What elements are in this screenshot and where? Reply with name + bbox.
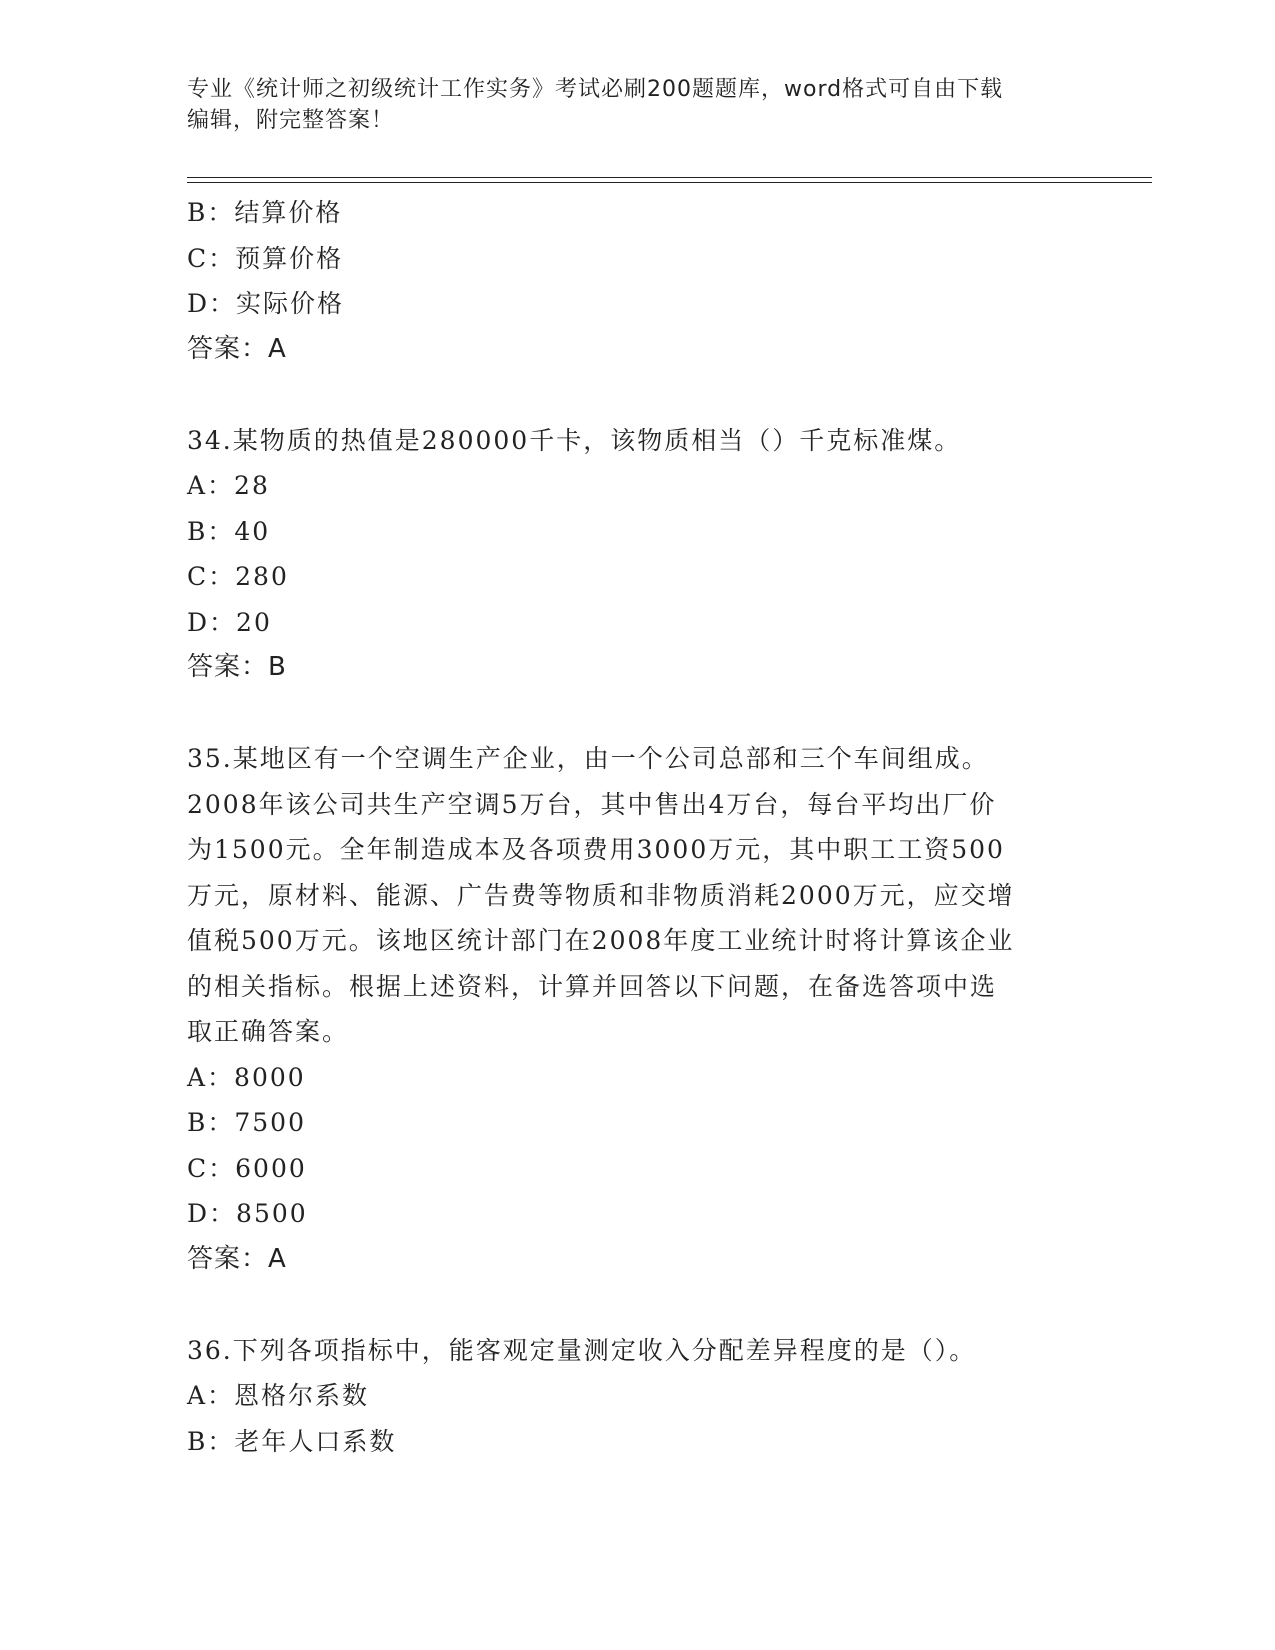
question-36 — [187, 1328, 1087, 1465]
question-text-line: 为1500元。全年制造成本及各项费用3000万元，其中职工工资500 — [187, 835, 1005, 864]
question-text-line: 取正确答案。 — [187, 1017, 350, 1046]
question-list — [187, 190, 1087, 1464]
option-a: A：8000 — [187, 1062, 306, 1092]
spacer — [187, 1282, 1087, 1328]
option-d: D：20 — [187, 607, 272, 637]
question-text: 34.某物质的热值是280000千卡，该物质相当（）千克标准煤。 — [187, 425, 962, 455]
option-c: C：6000 — [187, 1153, 307, 1183]
question-text-line: 值税500万元。该地区统计部门在2008年度工业统计时将计算该企业 — [187, 926, 1015, 955]
answer-label: 答案：B — [187, 652, 287, 682]
question-33-tail — [187, 190, 1087, 372]
header-divider-top — [187, 177, 1152, 178]
option-b: B：40 — [187, 516, 271, 546]
option-c: C：预算价格 — [187, 243, 344, 273]
question-text-line: 35.某地区有一个空调生产企业，由一个公司总部和三个车间组成。 — [187, 744, 989, 773]
spacer — [187, 691, 1087, 737]
option-a: A：恩格尔系数 — [187, 1381, 370, 1410]
option-c: C：280 — [187, 562, 289, 591]
question-text-line: 的相关指标。根据上述资料，计算并回答以下问题，在备选答项中选 — [187, 971, 998, 1001]
option-a: A：28 — [187, 471, 270, 500]
option-b: B：老年人口系数 — [187, 1426, 397, 1456]
option-b: B：7500 — [187, 1108, 306, 1137]
document-header — [187, 74, 1067, 136]
question-34 — [187, 418, 1087, 691]
option-d: D：8500 — [187, 1199, 308, 1228]
header-title-line-1: 专业《统计师之初级统计工作实务》考试必刷200题题库，word格式可自由下载 — [187, 77, 1004, 102]
question-text-line: 2008年该公司共生产空调5万台，其中售出4万台，每台平均出厂价 — [187, 789, 997, 819]
option-b: B：结算价格 — [187, 198, 343, 227]
question-35 — [187, 736, 1087, 1282]
option-d: D：实际价格 — [187, 289, 345, 318]
question-text: 36.下列各项指标中，能客观定量测定收入分配差异程度的是（）。 — [187, 1335, 977, 1365]
question-text-line: 万元，原材料、能源、广告费等物质和非物质消耗2000万元，应交增 — [187, 880, 1015, 910]
answer-label: 答案：A — [187, 1243, 287, 1274]
header-title-line-2: 编辑，附完整答案！ — [187, 108, 395, 133]
spacer — [187, 372, 1087, 418]
answer-label: 答案：A — [187, 333, 287, 364]
header-divider-bottom — [187, 182, 1152, 183]
